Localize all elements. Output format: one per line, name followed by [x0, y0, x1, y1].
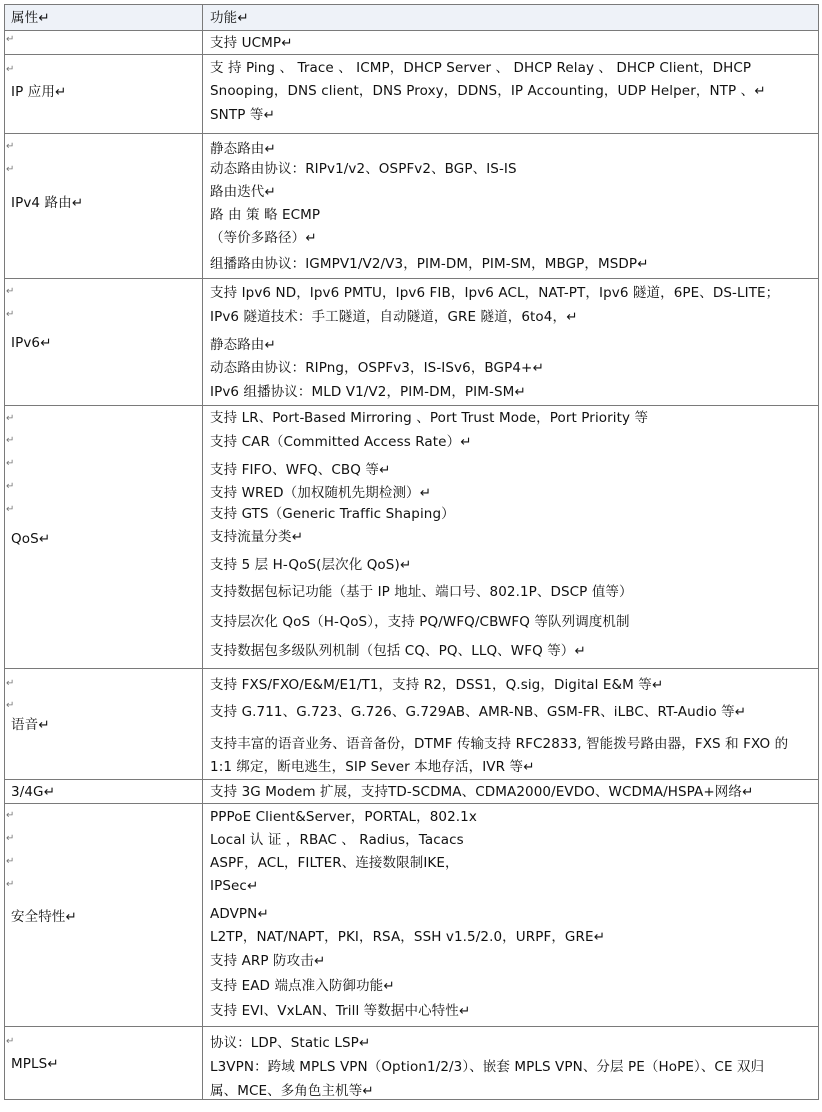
attr-cell: QoS↵ [11, 531, 51, 547]
func-line: 支持 CAR（Committed Access Rate）↵ [210, 434, 472, 450]
func-line: 支持 EVI、VxLAN、Trill 等数据中心特性↵ [210, 1003, 471, 1019]
func-line: 支持 Ipv6 ND，Ipv6 PMTU，Ipv6 FIB，Ipv6 ACL，NAT-PT，Ipv6 隧道，6PE、DS-LITE； [210, 285, 780, 301]
table-row: ↵ ↵ 语音↵ 支持 FXS/FXO/E&M/E1/T1，支持 R2，DSS1，Q.sig，Digital E&M 等↵ 支持 G.711、G.723、G.726、G.729AB、AMR-NB、GSM-FR、iLBC、RT-Audio 等↵ 支持丰富的语音业务、语音备份，DTMF 传输支持 RFC2833, 智能拨号路由器，FXS 和 FXO 的 1:1 绑定，断电逃生，SIP Sever 本地存活，IVR 等↵ [4, 668, 819, 779]
func-line: 支持层次化 QoS（H-QoS），支持 PQ/WFQ/CBWFQ 等队列调度机制 [210, 614, 630, 630]
func-line: 支持 EAD 端点准入防御功能↵ [210, 978, 395, 994]
func-line: 支持数据包多级队列机制（包括 CQ、PQ、LLQ、WFQ 等）↵ [210, 643, 586, 659]
header-func: 功能↵ [210, 10, 249, 26]
table-row: ↵ ↵ IPv4 路由↵ 静态路由↵ 动态路由协议：RIPv1/v2、OSPFv2、BGP、IS-IS 路由迭代↵ 路 由 策 略 ECMP （等价多路径）↵ 组播路由协议：IGMPV1/V2/V3，PIM-DM，PIM-SM，MBGP，MSDP↵ [4, 133, 819, 278]
func-line: （等价多路径）↵ [210, 230, 317, 246]
table-row: ↵ 支持 UCMP↵ [4, 30, 819, 54]
func-line: 路由迭代↵ [210, 184, 276, 200]
func-line: 组播路由协议：IGMPV1/V2/V3，PIM-DM，PIM-SM，MBGP，MSDP↵ [210, 256, 649, 272]
func-line: 支持 FIFO、WFQ、CBQ 等↵ [210, 462, 391, 478]
func-line: 动态路由协议：RIPng，OSPFv3，IS-ISv6，BGP4+↵ [210, 360, 544, 376]
table-row: ↵ ↵ ↵ ↵ ↵ QoS↵ 支持 LR、Port-Based Mirroring 、Port Trust Mode，Port Priority 等 支持 CAR（Committed Access Rate）↵ 支持 FIFO、WFQ、CBQ 等↵ 支持 WRED（加权随机先期检测）↵ 支持 GTS（Generic Traffic Shaping） 支持流量分类↵ 支持 5 层 H-QoS(层次化 QoS)↵ 支持数据包标记功能（基于 IP 地址、端口号、802.1P、DSCP 值等） 支持层次化 QoS（H-QoS），支持 PQ/WFQ/CBWFQ 等队列调度机制 支持数据包多级队列机制（包括 CQ、PQ、LLQ、WFQ 等）↵ [4, 405, 819, 668]
attr-cell: MPLS↵ [11, 1056, 59, 1072]
func-line: L2TP，NAT/NAPT，PKI，RSA，SSH v1.5/2.0，URPF，GRE↵ [210, 929, 606, 945]
func-line: 属、MCE、多角色主机等↵ [210, 1083, 374, 1099]
func-line: 静态路由↵ [210, 337, 276, 353]
attr-cell: 语音↵ [11, 717, 50, 733]
func-line: IPv6 组播协议：MLD V1/V2，PIM-DM，PIM-SM↵ [210, 384, 526, 400]
attr-cell: IP 应用↵ [11, 84, 67, 100]
func-line: 动态路由协议：RIPv1/v2、OSPFv2、BGP、IS-IS [210, 161, 517, 177]
func-line: 支持 GTS（Generic Traffic Shaping） [210, 506, 455, 522]
attr-cell: 安全特性↵ [11, 909, 77, 925]
func-line: 协议：LDP、Static LSP↵ [210, 1035, 371, 1051]
func-line: 支持 5 层 H-QoS(层次化 QoS)↵ [210, 557, 412, 573]
table-row [4, 779, 819, 803]
table-row: ↵ ↵ ↵ ↵ 安全特性↵ PPPoE Client&Server，PORTAL，802.1x Local 认 证 ，RBAC 、 Radius，Tacacs ASPF，ACL，FILTER、连接数限制IKE， IPSec↵ ADVPN↵ L2TP，NAT/NAPT，PKI，RSA，SSH v1.5/2.0，URPF，GRE↵ 支持 ARP 防攻击↵ 支持 EAD 端点准入防御功能↵ 支持 EVI、VxLAN、Trill 等数据中心特性↵ [4, 803, 819, 1026]
func-line: ASPF，ACL，FILTER、连接数限制IKE， [210, 855, 459, 871]
table-row: ↵ IP 应用↵ 支 持 Ping 、 Trace 、 ICMP，DHCP Server 、 DHCP Relay 、 DHCP Client，DHCP Snooping，DNS client，DNS Proxy，DDNS，IP Accounting，UDP Helper，NTP 、↵ SNTP 等↵ [4, 54, 819, 133]
func-line: SNTP 等↵ [210, 107, 275, 123]
func-line: 支持 3G Modem 扩展，支持TD-SCDMA、CDMA2000/EVDO、WCDMA/HSPA+网络↵ [210, 784, 754, 800]
func-line: Local 认 证 ，RBAC 、 Radius，Tacacs [210, 832, 464, 848]
func-line: 1:1 绑定，断电逃生，SIP Sever 本地存活，IVR 等↵ [210, 759, 535, 775]
func-line: IPv6 隧道技术：手工隧道，自动隧道，GRE 隧道，6to4，↵ [210, 309, 578, 325]
func-line: 支持 G.711、G.723、G.726、G.729AB、AMR-NB、GSM-FR、iLBC、RT-Audio 等↵ [210, 704, 747, 720]
func-line: 支持 FXS/FXO/E&M/E1/T1，支持 R2，DSS1，Q.sig，Digital E&M 等↵ [210, 677, 664, 693]
table-header [4, 4, 819, 30]
feature-table [4, 4, 819, 1100]
func-line: 支持数据包标记功能（基于 IP 地址、端口号、802.1P、DSCP 值等） [210, 584, 633, 600]
attr-cell: IPv4 路由↵ [11, 195, 84, 211]
func-line: ADVPN↵ [210, 906, 269, 922]
func-line: Snooping，DNS client，DNS Proxy，DDNS，IP Accounting，UDP Helper，NTP 、↵ [210, 83, 766, 99]
func-line: IPSec↵ [210, 878, 259, 894]
func-line: 支持 UCMP↵ [210, 35, 293, 51]
func-line: 支持流量分类↵ [210, 529, 304, 545]
attr-cell: 3/4G↵ [11, 784, 55, 800]
func-line: L3VPN：跨域 MPLS VPN（Option1/2/3）、嵌套 MPLS VPN、分层 PE（HoPE）、CE 双归 [210, 1059, 765, 1075]
func-line: 支持 LR、Port-Based Mirroring 、Port Trust Mode，Port Priority 等 [210, 410, 649, 426]
func-line: 支 持 Ping 、 Trace 、 ICMP，DHCP Server 、 DHCP Relay 、 DHCP Client，DHCP [210, 60, 752, 76]
table-row: ↵ MPLS↵ 协议：LDP、Static LSP↵ L3VPN：跨域 MPLS VPN（Option1/2/3）、嵌套 MPLS VPN、分层 PE（HoPE）、CE 双归 属、MCE、多角色主机等↵ [4, 1026, 819, 1100]
header-attr: 属性↵ [11, 10, 50, 26]
attr-cell: IPv6↵ [11, 335, 52, 351]
func-line: 支持 ARP 防攻击↵ [210, 953, 326, 969]
table-row: ↵ ↵ IPv6↵ 支持 Ipv6 ND，Ipv6 PMTU，Ipv6 FIB，Ipv6 ACL，NAT-PT，Ipv6 隧道，6PE、DS-LITE； IPv6 隧道技术：手工隧道，自动隧道，GRE 隧道，6to4，↵ 静态路由↵ 动态路由协议：RIPng，OSPFv3，IS-ISv6，BGP4+↵ IPv6 组播协议：MLD V1/V2，PIM-DM，PIM-SM↵ [4, 278, 819, 405]
func-line: 路 由 策 略 ECMP [210, 207, 321, 223]
func-line: PPPoE Client&Server，PORTAL，802.1x [210, 809, 477, 825]
func-line: 支持丰富的语音业务、语音备份，DTMF 传输支持 RFC2833, 智能拨号路由器，FXS 和 FXO 的 [210, 736, 789, 752]
func-line: 支持 WRED（加权随机先期检测）↵ [210, 485, 432, 501]
func-line: 静态路由↵ [210, 141, 276, 157]
